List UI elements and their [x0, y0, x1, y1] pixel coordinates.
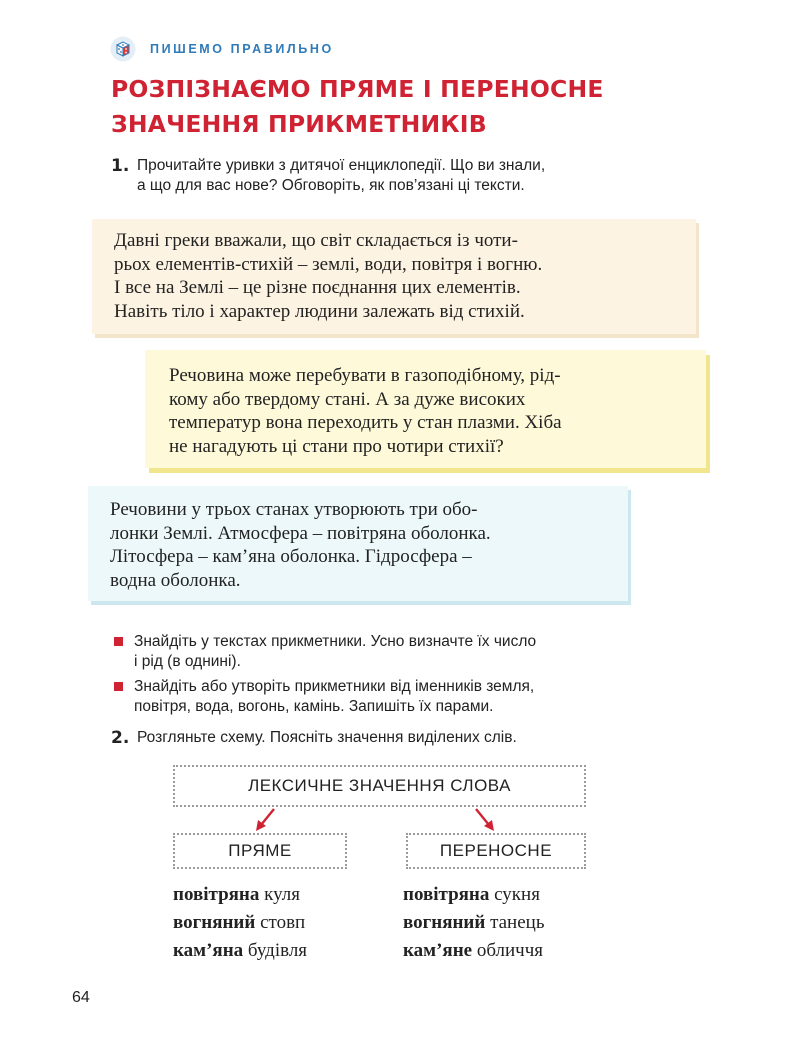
highlighted-word: повітряна	[403, 884, 490, 905]
highlighted-word: повітряна	[173, 884, 260, 905]
page-number: 64	[72, 989, 90, 1006]
highlighted-word: кам’яна	[173, 940, 244, 961]
diagram-root-label: ЛЕКСИЧНЕ ЗНАЧЕННЯ СЛОВА	[248, 776, 511, 795]
section-header	[110, 36, 334, 62]
example-phrase	[403, 881, 544, 909]
passage-line: І все на Землі – це різне поєднання цих елементів.	[114, 277, 521, 298]
diagram-arrows	[240, 805, 510, 835]
dice-icon	[110, 36, 136, 62]
task-2	[111, 728, 682, 748]
task-1	[111, 156, 682, 196]
title-line-1: РОЗПІЗНАЄМО ПРЯМЕ І ПЕРЕНОСНЕ	[111, 75, 604, 103]
diagram-figurative-box	[406, 833, 586, 869]
task-number: 2.	[111, 728, 130, 748]
page-title	[111, 72, 731, 142]
task-number: 1.	[111, 156, 130, 176]
passage-line: Речовини у трьох станах утворюють три обо-	[110, 499, 478, 520]
bullet-line: і рід (в однині).	[134, 653, 241, 670]
bullet-square-icon	[114, 682, 123, 691]
passage-line: Навіть тіло і характер людини залежать від стихій.	[114, 300, 525, 322]
passage-line: Давні греки вважали, що світ складається із чоти-	[114, 230, 518, 251]
bullet-line: Знайдіть у текстах прикметники. Усно визначте їх число	[134, 633, 537, 650]
passage-line: рьох елементів-стихій – землі, води, повітря і вогню.	[114, 253, 543, 275]
passage-line: температур вона переходить у стан плазми. Хіба	[169, 412, 562, 433]
passage-line: не нагадують ці стани про чотири стихії?	[169, 435, 504, 457]
arrow-down-left-icon	[256, 809, 274, 831]
task-line: Прочитайте уривки з дитячої енциклопедії. Що ви знали,	[137, 157, 546, 174]
bullet-text	[134, 632, 674, 672]
passage-line: лонки Землі. Атмосфера – повітряна оболонка.	[110, 522, 491, 544]
passage-line: кому або твердому стані. А за дуже високих	[169, 388, 526, 410]
diagram-literal-box	[173, 833, 347, 869]
passage-3	[88, 486, 628, 601]
passage-line: водна оболонка.	[110, 569, 241, 591]
diagram-literal-label: ПРЯМЕ	[228, 841, 292, 860]
passage-line: Літосфера – кам’яна оболонка. Гідросфера –	[110, 546, 472, 567]
bullet-item-1	[111, 632, 674, 672]
section-label: ПИШЕМО ПРАВИЛЬНО	[150, 42, 334, 56]
task-text	[137, 156, 682, 196]
arrow-down-right-icon	[476, 809, 494, 831]
bullet-line: повітря, вода, вогонь, камінь. Запишіть їх парами.	[134, 698, 494, 715]
phrase-rest: стовп	[255, 912, 306, 933]
highlighted-word: вогняний	[173, 912, 256, 933]
task-line: а що для вас нове? Обговоріть, як пов’язані ці тексти.	[137, 177, 525, 194]
diagram-root-box	[173, 765, 586, 807]
phrase-rest: обличчя	[472, 940, 544, 961]
example-phrase	[173, 909, 307, 937]
passage-2	[145, 350, 706, 468]
phrase-rest: куля	[259, 884, 300, 905]
example-phrase	[403, 937, 544, 965]
example-phrase	[173, 881, 307, 909]
example-phrase	[403, 909, 544, 937]
literal-examples	[173, 881, 307, 965]
bullet-line: Знайдіть або утворіть прикметники від іменників земля,	[134, 678, 535, 695]
bullet-text	[134, 677, 674, 717]
example-phrase	[173, 937, 307, 965]
passage-1	[92, 219, 696, 334]
phrase-rest: сукня	[489, 884, 540, 905]
bullet-item-2	[111, 677, 674, 717]
bullet-square-icon	[114, 637, 123, 646]
title-line-2: ЗНАЧЕННЯ ПРИКМЕТНИКІВ	[111, 110, 487, 138]
phrase-rest: будівля	[243, 940, 308, 961]
highlighted-word: вогняний	[403, 912, 486, 933]
highlighted-word: кам’яне	[403, 940, 473, 961]
task-text: Розгляньте схему. Поясніть значення виділених слів.	[137, 729, 517, 746]
phrase-rest: танець	[485, 912, 545, 933]
figurative-examples	[403, 881, 544, 965]
diagram-figurative-label: ПЕРЕНОСНЕ	[439, 841, 553, 860]
passage-line: Речовина може перебувати в газоподібному, рід-	[169, 365, 561, 386]
